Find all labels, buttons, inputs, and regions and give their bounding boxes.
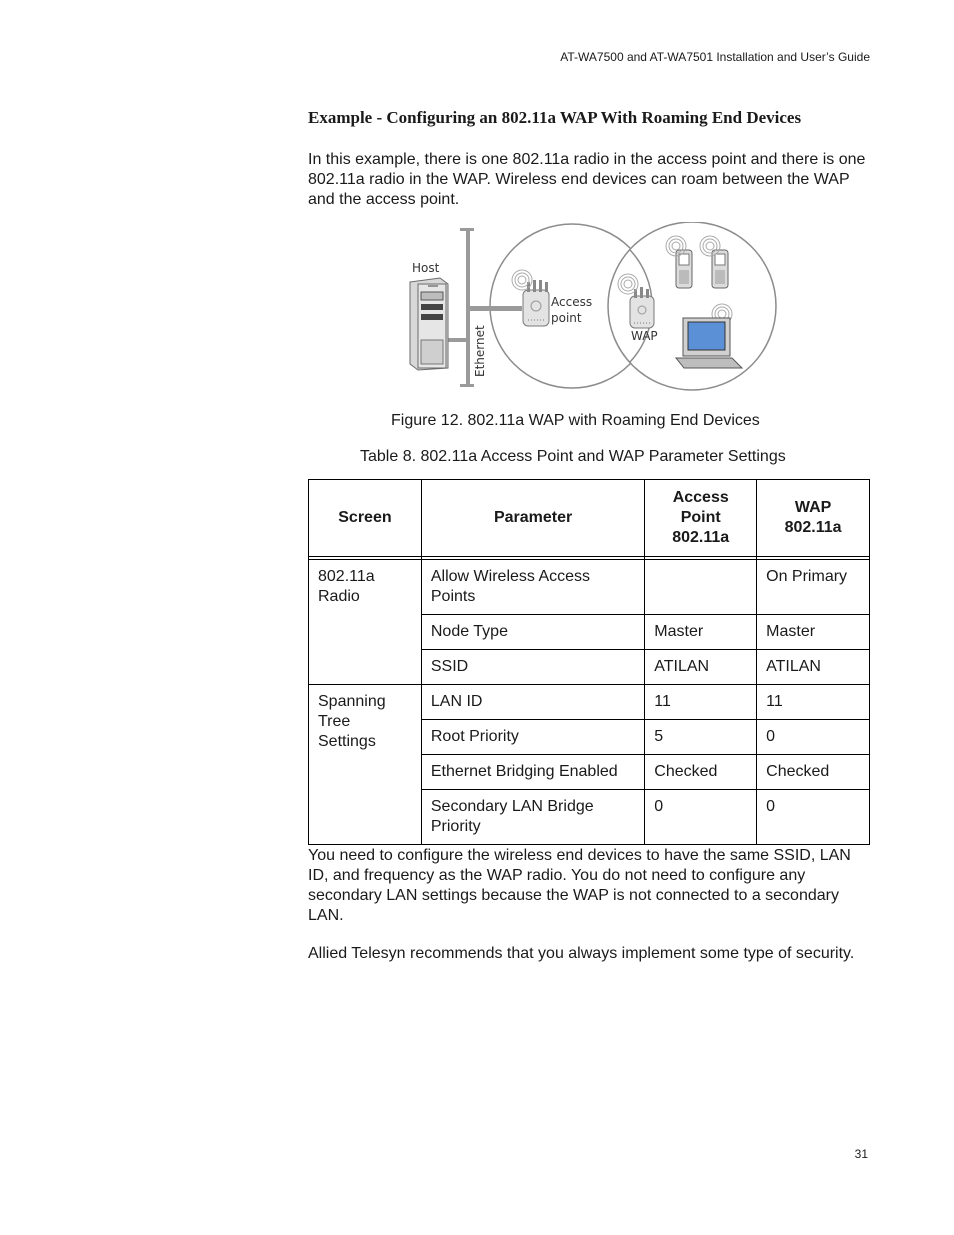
header-wap-line-2: 802.11a xyxy=(784,519,842,536)
page-number: 31 xyxy=(854,1147,868,1161)
running-header: AT-WA7500 and AT-WA7501 Installation and User’s Guide xyxy=(560,50,870,64)
parameter-cell: SSID xyxy=(421,650,644,685)
header-access-point-line-2: Point xyxy=(680,509,721,526)
access-point-label-1: Access xyxy=(551,295,593,309)
wap-value-cell: Checked xyxy=(757,755,870,790)
wap-value-cell: 0 xyxy=(757,790,870,845)
screen-cell: 802.11a Radio xyxy=(309,560,422,685)
ap-value-cell: Master xyxy=(645,615,757,650)
parameter-table xyxy=(308,479,870,845)
header-wap-line-1: WAP xyxy=(794,499,832,516)
header-screen: Screen xyxy=(309,480,422,557)
intro-paragraph: In this example, there is one 802.11a radio in the access point and there is one 802.11a radio in the WAP. Wireless end devices can roam between the WAP and the access point. xyxy=(308,151,866,208)
ethernet-label: Ethernet xyxy=(473,325,487,377)
ap-value-cell: Checked xyxy=(645,755,757,790)
wap-value-cell: 0 xyxy=(757,720,870,755)
table-row xyxy=(309,685,870,720)
host-computer-icon xyxy=(410,278,448,370)
header-access-point-line-1: Access xyxy=(672,489,729,506)
wap-label: WAP xyxy=(631,329,658,343)
header-access-point xyxy=(645,480,757,557)
wap-value-cell: ATILAN xyxy=(757,650,870,685)
access-point-label-2: point xyxy=(551,311,582,325)
parameter-cell: Ethernet Bridging Enabled xyxy=(421,755,644,790)
ap-value-cell xyxy=(645,560,757,615)
parameter-cell: Node Type xyxy=(421,615,644,650)
wap-value-cell: 11 xyxy=(757,685,870,720)
header-wap xyxy=(757,480,870,557)
ap-value-cell: ATILAN xyxy=(645,650,757,685)
parameter-cell: Secondary LAN Bridge Priority xyxy=(421,790,644,845)
network-figure xyxy=(400,222,780,394)
ap-value-cell: 0 xyxy=(645,790,757,845)
host-label: Host xyxy=(412,261,440,275)
wap-value-cell: On Primary xyxy=(757,560,870,615)
header-access-point-line-3: 802.11a xyxy=(672,529,730,546)
outro-paragraph-1: You need to configure the wireless end devices to have the same SSID, LAN ID, and frequency as the WAP radio. You do not need to configure any secondary LAN settings because the WAP is not connected to a secondary LAN. xyxy=(308,847,851,924)
screen-cell: Spanning Tree Settings xyxy=(309,685,422,845)
table-caption: Table 8. 802.11a Access Point and WAP Parameter Settings xyxy=(360,448,786,465)
wap-value-cell: Master xyxy=(757,615,870,650)
outro-paragraph-2: Allied Telesyn recommends that you always implement some type of security. xyxy=(308,945,855,962)
section-title: Example - Configuring an 802.11a WAP With Roaming End Devices xyxy=(308,108,802,127)
ap-value-cell: 11 xyxy=(645,685,757,720)
parameter-cell: Root Priority xyxy=(421,720,644,755)
table-header-row xyxy=(309,480,870,557)
ap-value-cell: 5 xyxy=(645,720,757,755)
parameter-cell: LAN ID xyxy=(421,685,644,720)
figure-caption: Figure 12. 802.11a WAP with Roaming End Devices xyxy=(391,412,760,429)
table-row xyxy=(309,560,870,615)
header-parameter: Parameter xyxy=(421,480,644,557)
parameter-cell: Allow Wireless Access Points xyxy=(421,560,644,615)
